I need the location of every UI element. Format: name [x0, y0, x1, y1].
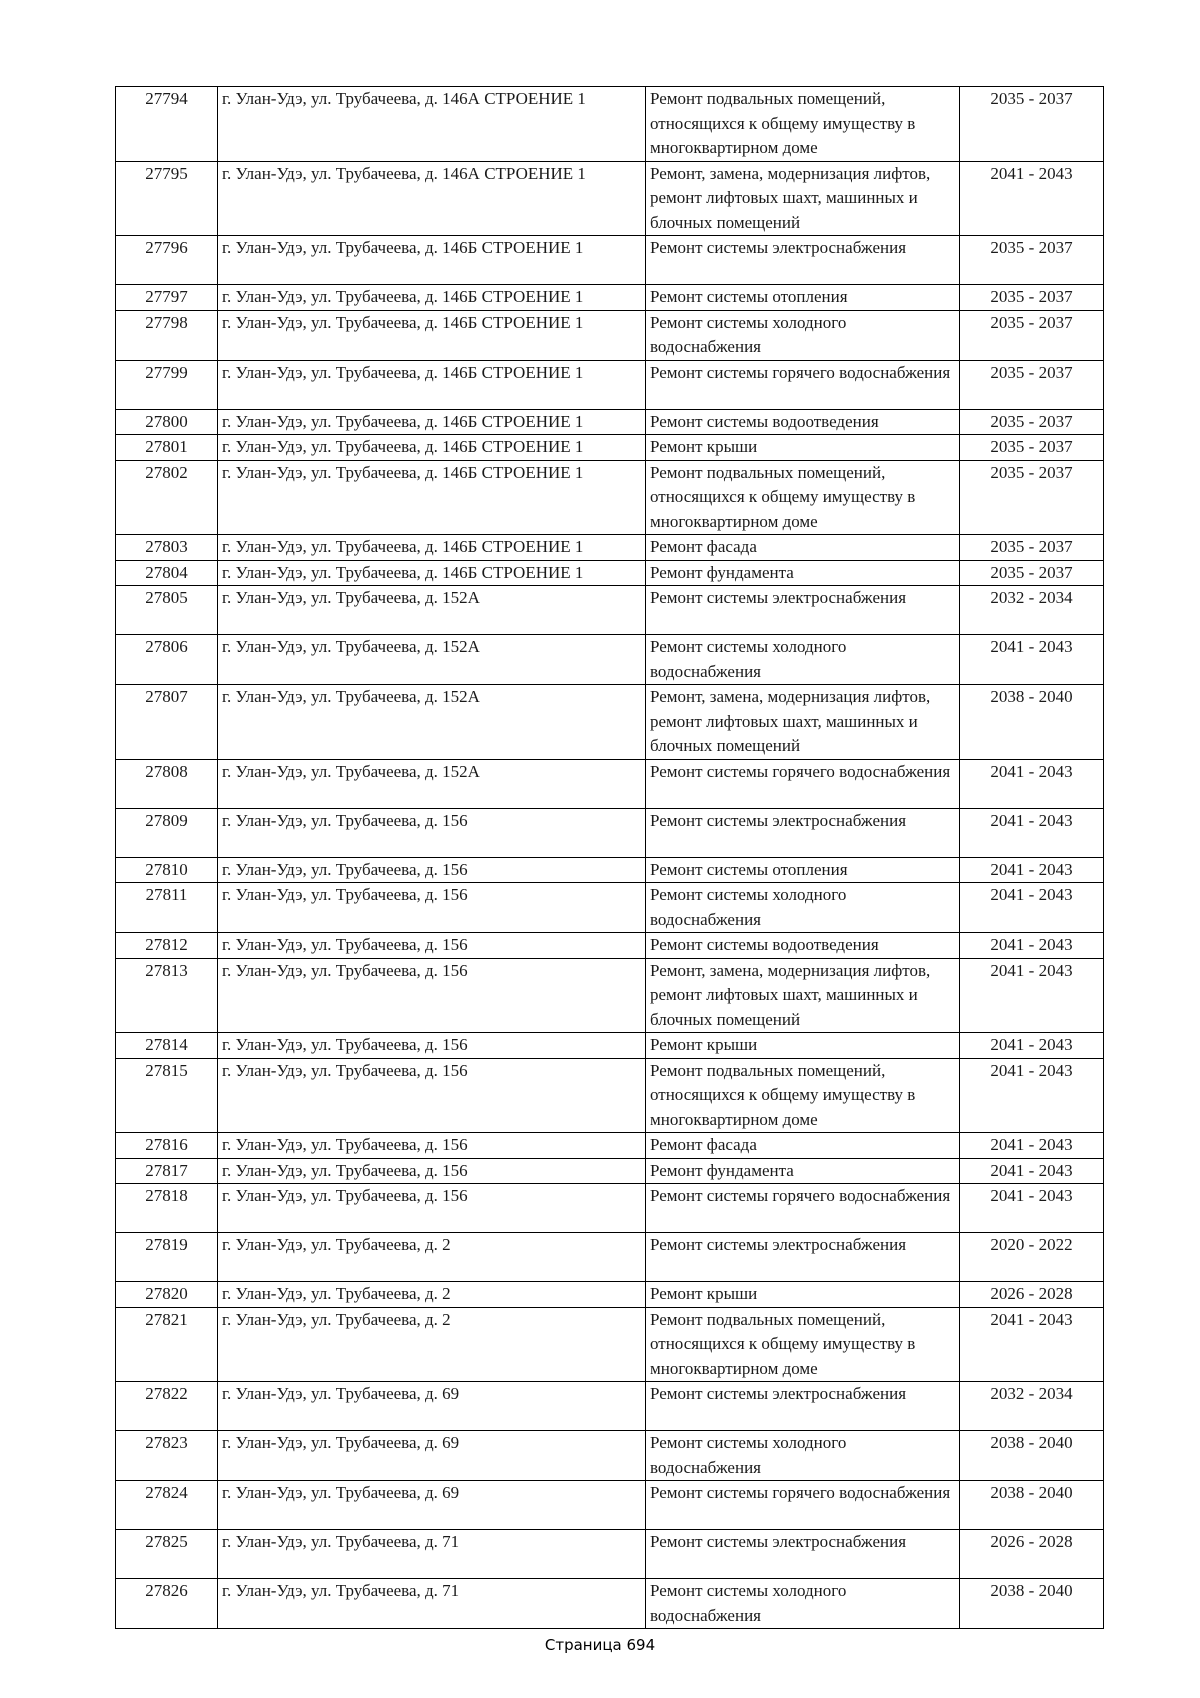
address-cell: г. Улан-Удэ, ул. Трубачеева, д. 69: [218, 1481, 646, 1530]
work-type-cell: Ремонт системы электроснабжения: [646, 1382, 960, 1431]
row-number: 27802: [116, 460, 218, 535]
address-cell: г. Улан-Удэ, ул. Трубачеева, д. 152А: [218, 635, 646, 685]
table-row: [116, 285, 1104, 311]
address-cell: г. Улан-Удэ, ул. Трубачеева, д. 152А: [218, 759, 646, 808]
work-type-cell: Ремонт системы холодного водоснабжения: [646, 310, 960, 360]
period-cell: 2041 - 2043: [960, 958, 1104, 1033]
period-cell: 2035 - 2037: [960, 236, 1104, 285]
work-type-cell: Ремонт фундамента: [646, 1158, 960, 1184]
work-type-cell: Ремонт фасада: [646, 535, 960, 561]
work-type-cell: Ремонт системы электроснабжения: [646, 236, 960, 285]
table-row: [116, 1530, 1104, 1579]
table-row: [116, 535, 1104, 561]
period-cell: 2041 - 2043: [960, 1133, 1104, 1159]
table-row: [116, 586, 1104, 635]
address-cell: г. Улан-Удэ, ул. Трубачеева, д. 69: [218, 1431, 646, 1481]
period-cell: 2041 - 2043: [960, 1307, 1104, 1382]
period-cell: 2035 - 2037: [960, 409, 1104, 435]
address-cell: г. Улан-Удэ, ул. Трубачеева, д. 156: [218, 1158, 646, 1184]
work-type-cell: Ремонт системы электроснабжения: [646, 586, 960, 635]
row-number: 27806: [116, 635, 218, 685]
period-cell: 2041 - 2043: [960, 1184, 1104, 1233]
period-cell: 2035 - 2037: [960, 535, 1104, 561]
row-number: 27797: [116, 285, 218, 311]
row-number: 27805: [116, 586, 218, 635]
table-row: [116, 161, 1104, 236]
address-cell: г. Улан-Удэ, ул. Трубачеева, д. 156: [218, 857, 646, 883]
address-cell: г. Улан-Удэ, ул. Трубачеева, д. 2: [218, 1282, 646, 1308]
period-cell: 2041 - 2043: [960, 808, 1104, 857]
table-row: [116, 883, 1104, 933]
address-cell: г. Улан-Удэ, ул. Трубачеева, д. 146А СТРОЕНИЕ 1: [218, 87, 646, 162]
address-cell: г. Улан-Удэ, ул. Трубачеева, д. 71: [218, 1579, 646, 1629]
period-cell: 2035 - 2037: [960, 560, 1104, 586]
address-cell: г. Улан-Удэ, ул. Трубачеева, д. 156: [218, 933, 646, 959]
row-number: 27814: [116, 1033, 218, 1059]
table-row: [116, 1282, 1104, 1308]
work-type-cell: Ремонт подвальных помещений, относящихся к общему имуществу в многоквартирном доме: [646, 460, 960, 535]
row-number: 27820: [116, 1282, 218, 1308]
address-cell: г. Улан-Удэ, ул. Трубачеева, д. 146Б СТРОЕНИЕ 1: [218, 285, 646, 311]
row-number: 27810: [116, 857, 218, 883]
row-number: 27821: [116, 1307, 218, 1382]
address-cell: г. Улан-Удэ, ул. Трубачеева, д. 146Б СТРОЕНИЕ 1: [218, 435, 646, 461]
period-cell: 2041 - 2043: [960, 1033, 1104, 1059]
page-number: Страница 694: [544, 1636, 656, 1654]
period-cell: 2038 - 2040: [960, 685, 1104, 760]
address-cell: г. Улан-Удэ, ул. Трубачеева, д. 156: [218, 1184, 646, 1233]
work-type-cell: Ремонт фундамента: [646, 560, 960, 586]
address-cell: г. Улан-Удэ, ул. Трубачеева, д. 156: [218, 958, 646, 1033]
row-number: 27823: [116, 1431, 218, 1481]
period-cell: 2041 - 2043: [960, 161, 1104, 236]
period-cell: 2032 - 2034: [960, 586, 1104, 635]
table-row: [116, 460, 1104, 535]
work-type-cell: Ремонт системы водоотведения: [646, 933, 960, 959]
work-type-cell: Ремонт системы горячего водоснабжения: [646, 360, 960, 409]
address-cell: г. Улан-Удэ, ул. Трубачеева, д. 156: [218, 1058, 646, 1133]
row-number: 27799: [116, 360, 218, 409]
row-number: 27825: [116, 1530, 218, 1579]
work-type-cell: Ремонт подвальных помещений, относящихся к общему имуществу в многоквартирном доме: [646, 1058, 960, 1133]
period-cell: 2035 - 2037: [960, 310, 1104, 360]
row-number: 27809: [116, 808, 218, 857]
table-row: [116, 236, 1104, 285]
row-number: 27795: [116, 161, 218, 236]
work-type-cell: Ремонт системы горячего водоснабжения: [646, 1481, 960, 1530]
address-cell: г. Улан-Удэ, ул. Трубачеева, д. 152А: [218, 586, 646, 635]
period-cell: 2035 - 2037: [960, 360, 1104, 409]
address-cell: г. Улан-Удэ, ул. Трубачеева, д. 156: [218, 1033, 646, 1059]
period-cell: 2038 - 2040: [960, 1481, 1104, 1530]
period-cell: 2035 - 2037: [960, 435, 1104, 461]
table-row: [116, 1307, 1104, 1382]
row-number: 27796: [116, 236, 218, 285]
period-cell: 2020 - 2022: [960, 1233, 1104, 1282]
period-cell: 2035 - 2037: [960, 285, 1104, 311]
address-cell: г. Улан-Удэ, ул. Трубачеева, д. 146Б СТРОЕНИЕ 1: [218, 360, 646, 409]
address-cell: г. Улан-Удэ, ул. Трубачеева, д. 146Б СТРОЕНИЕ 1: [218, 460, 646, 535]
table-row: [116, 685, 1104, 760]
work-type-cell: Ремонт системы холодного водоснабжения: [646, 635, 960, 685]
work-type-cell: Ремонт системы электроснабжения: [646, 1233, 960, 1282]
table-row: [116, 1382, 1104, 1431]
table-row: [116, 310, 1104, 360]
address-cell: г. Улан-Удэ, ул. Трубачеева, д. 146Б СТРОЕНИЕ 1: [218, 560, 646, 586]
work-type-cell: Ремонт системы горячего водоснабжения: [646, 1184, 960, 1233]
table-row: [116, 1033, 1104, 1059]
work-type-cell: Ремонт, замена, модернизация лифтов, ремонт лифтовых шахт, машинных и блочных помещений: [646, 161, 960, 236]
period-cell: 2041 - 2043: [960, 933, 1104, 959]
period-cell: 2026 - 2028: [960, 1282, 1104, 1308]
work-type-cell: Ремонт системы электроснабжения: [646, 808, 960, 857]
table-row: [116, 1184, 1104, 1233]
period-cell: 2041 - 2043: [960, 1058, 1104, 1133]
table-row: [116, 1158, 1104, 1184]
table-row: [116, 360, 1104, 409]
table-row: [116, 1579, 1104, 1629]
period-cell: 2038 - 2040: [960, 1579, 1104, 1629]
work-type-cell: Ремонт крыши: [646, 1033, 960, 1059]
work-type-cell: Ремонт системы холодного водоснабжения: [646, 1431, 960, 1481]
period-cell: 2041 - 2043: [960, 857, 1104, 883]
row-number: 27819: [116, 1233, 218, 1282]
address-cell: г. Улан-Удэ, ул. Трубачеева, д. 156: [218, 808, 646, 857]
address-cell: г. Улан-Удэ, ул. Трубачеева, д. 2: [218, 1307, 646, 1382]
address-cell: г. Улан-Удэ, ул. Трубачеева, д. 146Б СТРОЕНИЕ 1: [218, 409, 646, 435]
work-type-cell: Ремонт системы горячего водоснабжения: [646, 759, 960, 808]
table-row: [116, 1481, 1104, 1530]
address-cell: г. Улан-Удэ, ул. Трубачеева, д. 146Б СТРОЕНИЕ 1: [218, 236, 646, 285]
row-number: 27803: [116, 535, 218, 561]
table-row: [116, 958, 1104, 1033]
table-body: [116, 87, 1104, 1629]
table-row: [116, 1058, 1104, 1133]
work-type-cell: Ремонт системы холодного водоснабжения: [646, 883, 960, 933]
row-number: 27801: [116, 435, 218, 461]
table-row: [116, 87, 1104, 162]
table-row: [116, 1233, 1104, 1282]
table-row: [116, 435, 1104, 461]
address-cell: г. Улан-Удэ, ул. Трубачеева, д. 152А: [218, 685, 646, 760]
work-type-cell: Ремонт крыши: [646, 435, 960, 461]
work-type-cell: Ремонт фасада: [646, 1133, 960, 1159]
row-number: 27818: [116, 1184, 218, 1233]
work-type-cell: Ремонт системы отопления: [646, 285, 960, 311]
row-number: 27824: [116, 1481, 218, 1530]
row-number: 27808: [116, 759, 218, 808]
address-cell: г. Улан-Удэ, ул. Трубачеева, д. 156: [218, 1133, 646, 1159]
row-number: 27816: [116, 1133, 218, 1159]
table-row: [116, 759, 1104, 808]
table-row: [116, 1133, 1104, 1159]
period-cell: 2041 - 2043: [960, 883, 1104, 933]
row-number: 27822: [116, 1382, 218, 1431]
row-number: 27807: [116, 685, 218, 760]
row-number: 27815: [116, 1058, 218, 1133]
address-cell: г. Улан-Удэ, ул. Трубачеева, д. 146Б СТРОЕНИЕ 1: [218, 310, 646, 360]
address-cell: г. Улан-Удэ, ул. Трубачеева, д. 2: [218, 1233, 646, 1282]
work-type-cell: Ремонт подвальных помещений, относящихся к общему имуществу в многоквартирном доме: [646, 87, 960, 162]
table-row: [116, 1431, 1104, 1481]
address-cell: г. Улан-Удэ, ул. Трубачеева, д. 156: [218, 883, 646, 933]
row-number: 27813: [116, 958, 218, 1033]
address-cell: г. Улан-Удэ, ул. Трубачеева, д. 146А СТРОЕНИЕ 1: [218, 161, 646, 236]
work-type-cell: Ремонт, замена, модернизация лифтов, ремонт лифтовых шахт, машинных и блочных помещений: [646, 958, 960, 1033]
table-row: [116, 808, 1104, 857]
address-cell: г. Улан-Удэ, ул. Трубачеева, д. 71: [218, 1530, 646, 1579]
row-number: 27826: [116, 1579, 218, 1629]
row-number: 27804: [116, 560, 218, 586]
row-number: 27794: [116, 87, 218, 162]
work-type-cell: Ремонт, замена, модернизация лифтов, ремонт лифтовых шахт, машинных и блочных помещений: [646, 685, 960, 760]
period-cell: 2035 - 2037: [960, 460, 1104, 535]
work-type-cell: Ремонт системы водоотведения: [646, 409, 960, 435]
period-cell: 2032 - 2034: [960, 1382, 1104, 1431]
work-type-cell: Ремонт подвальных помещений, относящихся к общему имуществу в многоквартирном доме: [646, 1307, 960, 1382]
address-cell: г. Улан-Удэ, ул. Трубачеева, д. 69: [218, 1382, 646, 1431]
row-number: 27817: [116, 1158, 218, 1184]
period-cell: 2038 - 2040: [960, 1431, 1104, 1481]
period-cell: 2041 - 2043: [960, 1158, 1104, 1184]
table-row: [116, 560, 1104, 586]
table-row: [116, 857, 1104, 883]
table-row: [116, 933, 1104, 959]
period-cell: 2041 - 2043: [960, 759, 1104, 808]
period-cell: 2026 - 2028: [960, 1530, 1104, 1579]
row-number: 27798: [116, 310, 218, 360]
table-row: [116, 635, 1104, 685]
period-cell: 2041 - 2043: [960, 635, 1104, 685]
work-type-cell: Ремонт системы электроснабжения: [646, 1530, 960, 1579]
work-type-cell: Ремонт системы отопления: [646, 857, 960, 883]
address-cell: г. Улан-Удэ, ул. Трубачеева, д. 146Б СТРОЕНИЕ 1: [218, 535, 646, 561]
table-row: [116, 409, 1104, 435]
row-number: 27800: [116, 409, 218, 435]
row-number: 27812: [116, 933, 218, 959]
row-number: 27811: [116, 883, 218, 933]
work-type-cell: Ремонт крыши: [646, 1282, 960, 1308]
repair-schedule-table: [115, 86, 1104, 1629]
period-cell: 2035 - 2037: [960, 87, 1104, 162]
work-type-cell: Ремонт системы холодного водоснабжения: [646, 1579, 960, 1629]
